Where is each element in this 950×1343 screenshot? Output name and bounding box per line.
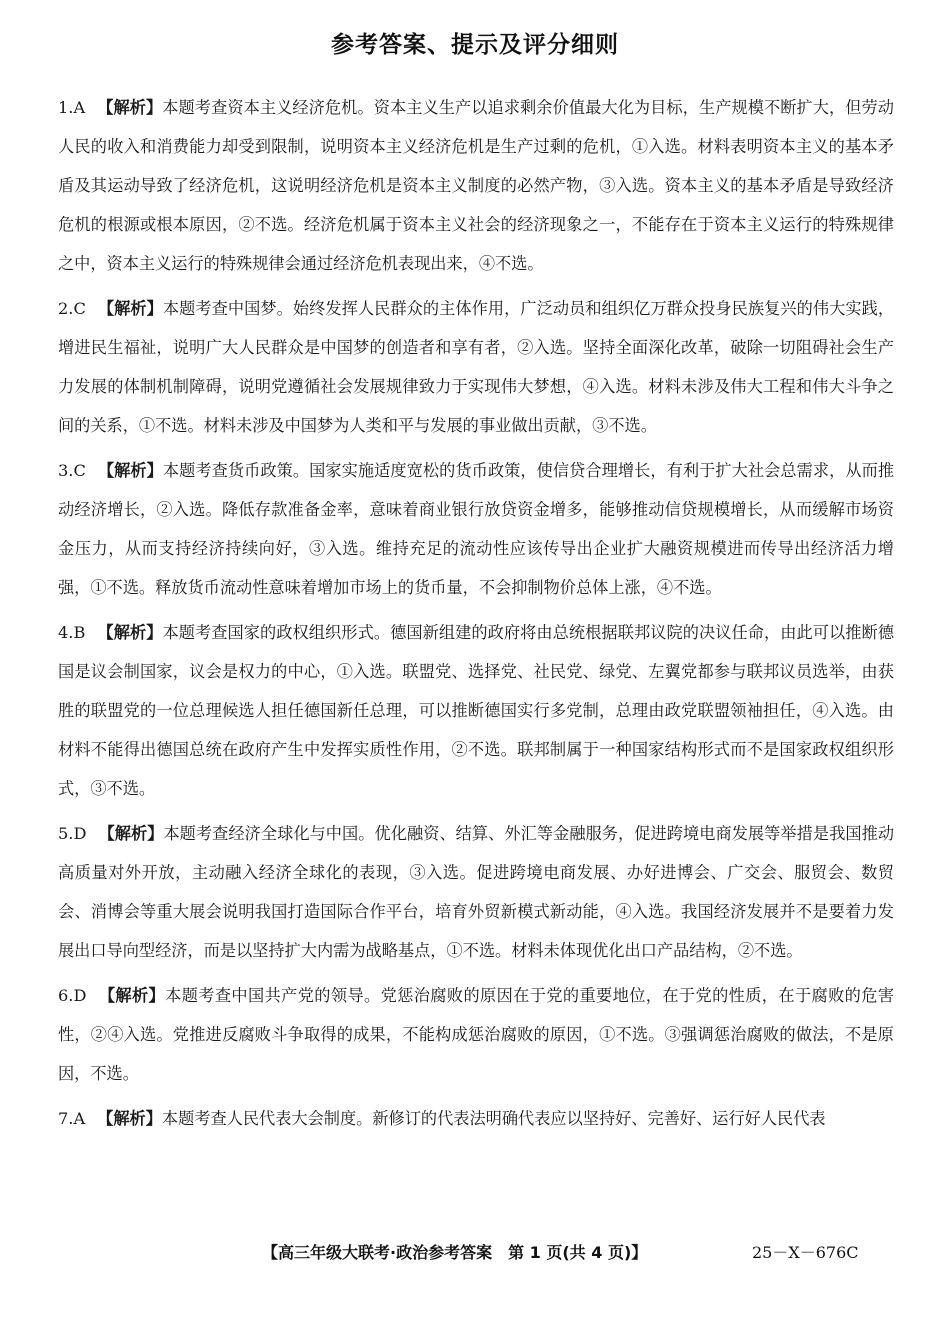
analysis-tag: 【解析】 [97,98,163,117]
question-item [58,451,894,607]
question-answer: A [73,98,86,117]
question-text: 本题考查国家的政权组织形式。德国新组建的政府将由总统根据联邦议院的决议任命，由此可以推断德国是议会制国家，议会是权力的中心，①入选。联盟党、选择党、社民党、绿党、左翼党都参与联邦议员选举，由获胜的联盟党的一位总理候选人担任德国新任总理，可以推断德国实行多党制，总理由政党联盟领袖担任，④入选。由材料不能得出德国总统在政府产生中发挥实质性作用，②不选。联邦制属于一种国家结构形式而不是国家政权组织形式，③不选。 [58,623,895,798]
analysis-tag: 【解析】 [97,299,163,318]
question-number: 4. [58,623,74,642]
question-text: 本题考查人民代表大会制度。新修订的代表法明确代表应以坚持好、完善好、运行好人民代表 [161,1109,826,1128]
question-answer: D [73,986,87,1005]
question-number: 6. [58,986,74,1005]
question-answer: B [73,623,86,642]
question-number: 1. [58,98,74,117]
footer-exam-code: 25－X－676C [752,1243,859,1262]
question-answer: C [73,461,86,480]
question-answer: D [73,824,87,843]
question-number: 2. [58,299,74,318]
footer-page-info: 【高三年级大联考·政治参考答案 第 1 页(共 4 页)】 [262,1243,648,1262]
analysis-tag: 【解析】 [97,461,163,480]
answer-list [58,88,894,1144]
analysis-tag: 【解析】 [97,1109,162,1128]
question-text: 本题考查中国梦。始终发挥人民群众的主体作用，广泛动员和组织亿万群众投身民族复兴的伟大实践，增进民生福祉，说明广大人民群众是中国梦的创造者和享有者，②入选。坚持全面深化改革，破除一切阻碍社会生产力发展的体制机制障碍，说明党遵循社会发展规律致力于实现伟大梦想，④入选。材料未涉及伟大工程和伟大斗争之间的关系，①不选。材料未涉及中国梦为人类和平与发展的事业做出贡献，③不选。 [58,299,895,435]
analysis-tag: 【解析】 [98,824,164,843]
page-footer [0,1240,950,1270]
question-answer: C [73,299,86,318]
question-number: 7. [58,1109,74,1128]
question-item [58,289,894,445]
analysis-tag: 【解析】 [97,623,163,642]
analysis-tag: 【解析】 [98,986,166,1005]
question-text: 本题考查经济全球化与中国。优化融资、结算、外汇等金融服务，促进跨境电商发展等举措是我国推动高质量对外开放，主动融入经济全球化的表现，③入选。促进跨境电商发展、办好进博会、广交会、服贸会、数贸会、消博会等重大展会说明我国打造国际合作平台，培育外贸新模式新动能，④入选。我国经济发展并不是要着力发展出口导向型经济，而是以坚持扩大内需为战略基点，①不选。材料未体现优化出口产品结构，②不选。 [58,824,895,960]
page-title: 参考答案、提示及评分细则 [331,32,619,58]
question-item [58,613,894,808]
question-text: 本题考查资本主义经济危机。资本主义生产以追求剩余价值最大化为目标，生产规模不断扩大，但劳动人民的收入和消费能力却受到限制，说明资本主义经济危机是生产过剩的危机，①入选。材料表明资本主义的基本矛盾及其运动导致了经济危机，这说明经济危机是资本主义制度的必然产物，③入选。资本主义的基本矛盾是导致经济危机的根源或根本原因，②不选。经济危机属于资本主义社会的经济现象之一，不能存在于资本主义运行的特殊规律之中，资本主义运行的特殊规律会通过经济危机表现出来，④不选。 [58,98,894,273]
question-item [58,976,894,1093]
question-number: 3. [58,461,74,480]
question-text: 本题考查货币政策。国家实施适度宽松的货币政策，使信贷合理增长，有利于扩大社会总需求，从而推动经济增长，②入选。降低存款准备金率，意味着商业银行放贷资金增多，能够推动信贷规模增长，从而缓解市场资金压力，从而支持经济持续向好，③入选。维持充足的流动性应该传导出企业扩大融资规模进而传导出经济活力增强，①不选。释放货币流动性意味着增加市场上的货币量，不会抑制物价总体上涨，④不选。 [58,461,895,597]
question-item [58,88,894,283]
question-item [58,1099,894,1138]
question-answer: A [73,1109,86,1128]
question-text: 本题考查中国共产党的领导。党惩治腐败的原因在于党的重要地位，在于党的性质，在于腐败的危害性，②④入选。党推进反腐败斗争取得的成果，不能构成惩治腐败的原因，①不选。③强调惩治腐败的做法，不是原因，不选。 [58,986,895,1083]
question-item [58,814,894,970]
question-number: 5. [58,824,74,843]
